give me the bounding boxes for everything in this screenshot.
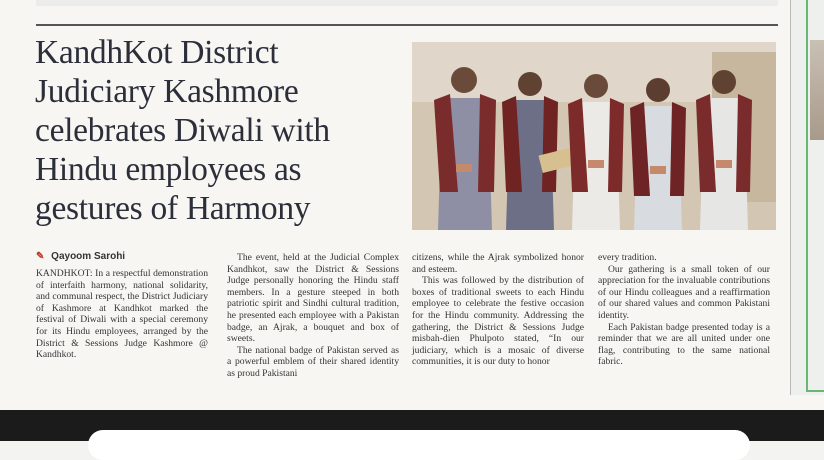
adjacent-photo-edge xyxy=(810,40,824,140)
previous-article-edge xyxy=(36,0,778,6)
byline xyxy=(36,251,125,262)
article-column-3 xyxy=(412,252,584,368)
section-rule xyxy=(36,24,778,26)
byline-name: Qayoom Sarohi xyxy=(51,251,126,262)
pen-icon: ✎ xyxy=(36,251,45,262)
input-pill[interactable] xyxy=(88,430,750,460)
article-column-2 xyxy=(227,252,399,380)
article-photo xyxy=(412,42,776,230)
article-column-1 xyxy=(36,268,208,361)
group-photo-five-men xyxy=(412,42,776,230)
paragraph: This was followed by the distribution of boxes of traditional sweets to each Hindu employee to celebrate the festive occasion for the Hindu community. Addressing the gathering, the District & Sessions Judge misbah-dien Phulpoto stated, “In our judiciary, which is a mosaic of diverse communities, it is our duty to honor xyxy=(412,275,584,368)
paragraph: Each Pakistan badge presented today is a reminder that we are all united under one flag, contributing to the same national fabric. xyxy=(598,321,770,368)
headline: KandhKot District Judiciary Kashmore celebrates Diwali with Hindu employees as gestures of Harmony xyxy=(35,34,330,227)
paragraph: The national badge of Pakistan served as a powerful emblem of their shared identity as proud Pakistani xyxy=(227,344,399,379)
paragraph: every tradition. xyxy=(598,252,657,263)
article-column-4 xyxy=(598,252,770,368)
paragraph: Our gathering is a small token of our appreciation for the invaluable contributions of our Hindu colleagues and a reaffirmation of our shared values and common Pakistani identity. xyxy=(598,263,770,321)
green-border-line xyxy=(806,0,808,392)
paragraph: The event, held at the Judicial Complex Kandhkot, saw the District & Sessions Judge personally honoring the Hindu staff members. In a gesture steeped in both patriotic spirit and Sindhi cultural tradition, he presented each employee with a Pakistan badge, an Ajrak, a bouquet and box of sweets. xyxy=(227,252,399,345)
paragraph: citizens, while the Ajrak symbolized honor and esteem. xyxy=(412,252,584,275)
green-border-line xyxy=(808,390,824,392)
paragraph: KANDHKOT: In a respectful demonstration of interfaith harmony, national solidarity, and communal respect, the District Judiciary of Kashmore at Kandhkot marked the festival of Diwali with a special ceremony for its Hindu employees, arranged by the District & Sessions Judge Kashmore @ Kandhkot. xyxy=(36,268,208,361)
